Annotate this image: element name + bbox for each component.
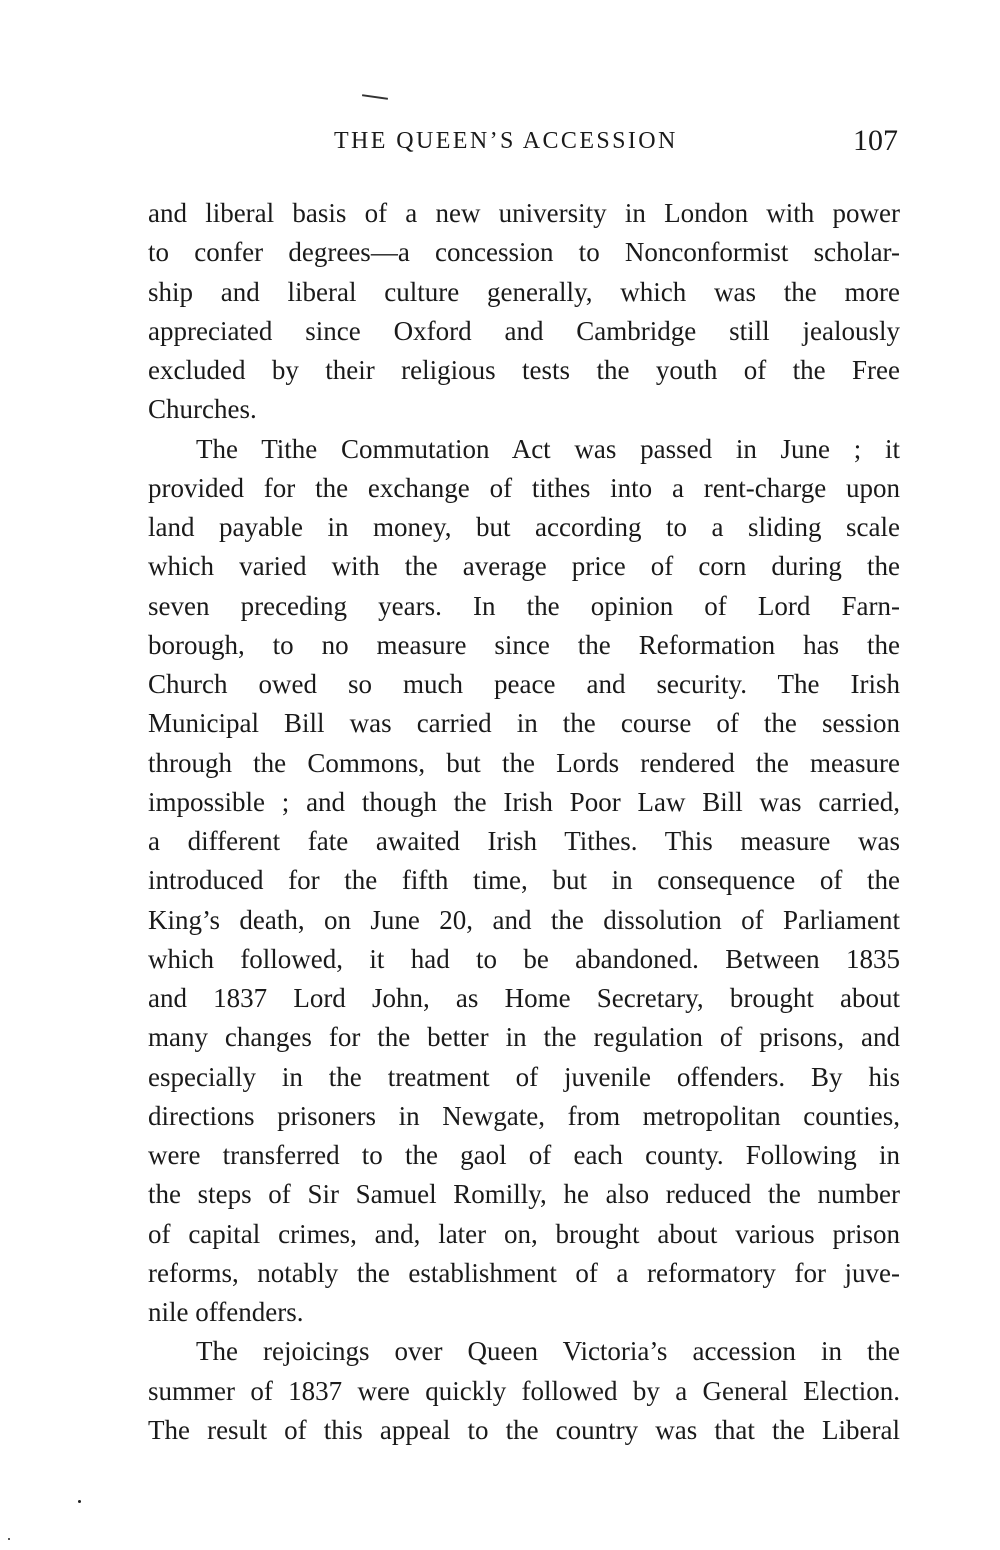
text-line: introduced for the fifth time, but in consequence of the <box>148 865 900 896</box>
text-line: The result of this appeal to the country was that the Liberal <box>148 1414 900 1445</box>
text-line: which varied with the average price of corn during the <box>148 551 900 582</box>
text-line: especially in the treatment of juvenile offenders. By his <box>148 1061 900 1092</box>
text-line: were transferred to the gaol of each county. Following in <box>148 1140 900 1170</box>
text-line: The Tithe Commutation Act was passed in June ; it <box>196 433 900 464</box>
ink-speck <box>78 1500 81 1503</box>
text-line: nile offenders. <box>148 1297 304 1327</box>
text-line: directions prisoners in Newgate, from metropolitan counties, <box>148 1100 900 1131</box>
text-line: ship and liberal culture generally, which was the more <box>148 276 900 307</box>
text-line: of capital crimes, and, later on, brought about various prison <box>148 1218 900 1249</box>
text-line: through the Commons, but the Lords rendered the measure <box>148 747 900 778</box>
printer-mark <box>362 94 388 100</box>
body-text <box>148 194 900 1450</box>
text-line: appreciated since Oxford and Cambridge still jealously <box>148 315 900 346</box>
text-line: borough, to no measure since the Reformation has the <box>148 629 900 660</box>
text-line: Churches. <box>148 394 257 425</box>
text-line: seven preceding years. In the opinion of Lord Farn- <box>148 590 900 621</box>
paragraph-1 <box>148 194 900 430</box>
text-line: impossible ; and though the Irish Poor Law Bill was carried, <box>148 786 900 817</box>
text-line: Church owed so much peace and security. The Irish <box>148 669 900 699</box>
text-line: and liberal basis of a new university in London with power <box>148 198 900 228</box>
running-title: THE QUEEN’S ACCESSION <box>334 128 678 154</box>
text-line: many changes for the better in the regulation of prisons, and <box>148 1022 900 1053</box>
page-number: 107 <box>853 124 898 157</box>
running-head <box>148 124 900 164</box>
text-line: summer of 1837 were quickly followed by a General Election. <box>148 1375 900 1406</box>
text-line: reforms, notably the establishment of a reformatory for juve- <box>148 1257 900 1288</box>
text-line: and 1837 Lord John, as Home Secretary, brought about <box>148 983 900 1013</box>
text-line: which followed, it had to be abandoned. Between 1835 <box>148 943 900 974</box>
text-line: The rejoicings over Queen Victoria’s accession in the <box>196 1336 900 1367</box>
text-line: a different fate awaited Irish Tithes. This measure was <box>148 826 900 856</box>
text-line: provided for the exchange of tithes into a rent-charge upon <box>148 472 900 503</box>
text-line: King’s death, on June 20, and the dissolution of Parliament <box>148 904 900 935</box>
text-line: to confer degrees—a concession to Nonconformist scholar- <box>148 237 900 268</box>
paragraph-3 <box>148 1332 900 1450</box>
text-line: Municipal Bill was carried in the course of the session <box>148 708 900 739</box>
paragraph-2 <box>148 430 900 1333</box>
text-line: the steps of Sir Samuel Romilly, he also reduced the number <box>148 1179 900 1210</box>
ink-speck <box>8 1538 10 1540</box>
text-line: land payable in money, but according to a sliding scale <box>148 512 900 542</box>
text-line: excluded by their religious tests the youth of the Free <box>148 355 900 385</box>
